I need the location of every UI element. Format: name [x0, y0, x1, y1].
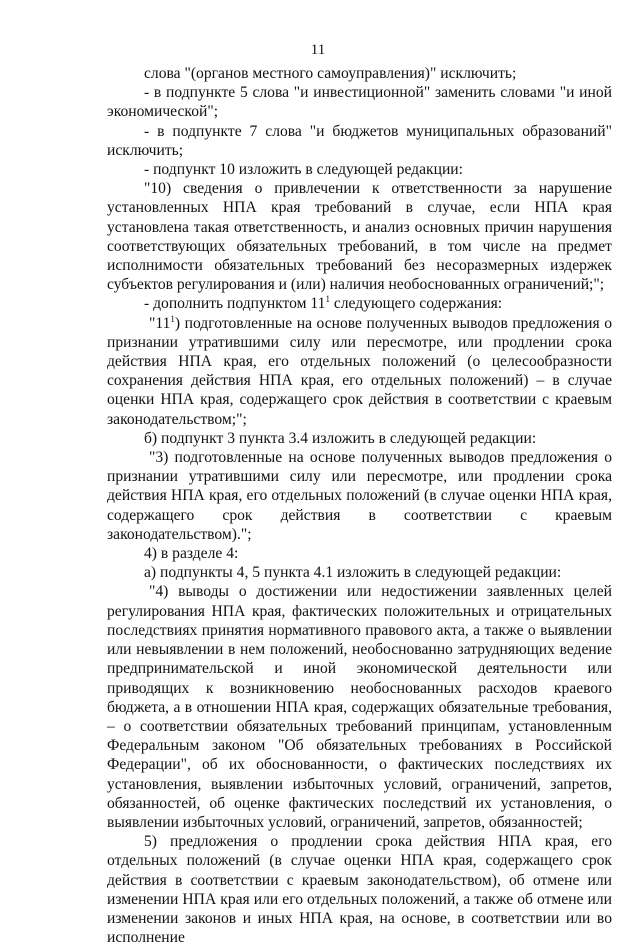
paragraph-text: следующего содержания:: [329, 295, 503, 313]
paragraph: - в подпункте 7 слова "и бюджетов муниципальных образований" исключить;: [107, 122, 612, 159]
paragraph: [107, 314, 612, 429]
paragraph: - подпункт 10 изложить в следующей редакции:: [144, 161, 463, 179]
paragraph: слова "(органов местного самоуправления)" исключить;: [144, 65, 517, 82]
paragraph: 4) в разделе 4:: [144, 545, 239, 563]
paragraph: "4) выводы о достижении или недостижении заявленных целей регулирования НПА края, фактических положительных и отрицательных последствиях принятия нормативного правового акта, а также о выявлении или невыявлении в нем положений, необоснованно затрудняющих ведение предпринимательской и иной экономической деятельности или приводящих к возникновению необоснованных расходов краевого бюджета, а в отношении НПА края, содержащих обязательные требования, – о соответствии обязательных требований принципам, установленным Федеральным законом "Об обязательных требованиях в Российской Федерации", об их обоснованности, о фактических последствиях их установления, выявлении избыточных условий, ограничений, запретов, обязанностей, об оценке фактических последствий их установления, о выявлении избыточных условий, ограничений, запретов, обязанностей;: [107, 583, 612, 831]
paragraph-text: - дополнить подпунктом 11: [144, 295, 326, 313]
document-body: [107, 64, 612, 947]
paragraph-text: ) подготовленные на основе полученных выводов предложения о признании утратившими силу или пересмотре, или продлении срока действия НПА края, его отдельных положений (о целесообразности сохранения действия НПА края, его отдельных положений) – в случае оценки НПА края, содержащего срок действия в соответствии с краевым законодательством;";: [107, 314, 612, 428]
superscript: 1: [325, 294, 330, 305]
paragraph-text: "11: [149, 314, 171, 332]
paragraph: б) подпункт 3 пункта 3.4 изложить в следующей редакции:: [144, 429, 537, 447]
paragraph: [107, 294, 612, 313]
paragraph: "10) сведения о привлечении к ответственности за нарушение установленных НПА края требований в случае, если НПА края установлена такая ответственность, и анализ основных причин нарушения соответствующих обязательных требований, в том числе на предмет исполнимости обязательных требований без несоразмерных издержек субъектов регулирования и (или) наличия необоснованных ограничений;";: [107, 180, 612, 294]
page-number: 11: [310, 42, 326, 58]
paragraph: "3) подготовленные на основе полученных выводов предложения о признании утратившими силу или пересмотре, или продлении срока действия НПА края, его отдельных положений (в случае оценки НПА края, содержащего срок действия в соответствии с краевым законодательством).";: [107, 449, 612, 543]
paragraph: - в подпункте 5 слова "и инвестиционной" заменить словами "и иной экономической";: [107, 84, 612, 121]
paragraph: 5) предложения о продлении срока действия НПА края, его отдельных положений (в случае оценки НПА края, содержащего срок действия в соответствии с краевым законодательством), об отмене или изменении НПА края или его отдельных положений, а также об отмене или изменении законов и иных НПА края, на основе, в соответствии или во исполнение: [107, 833, 612, 947]
superscript: 1: [170, 313, 175, 324]
paragraph: а) подпункты 4, 5 пункта 4.1 изложить в следующей редакции:: [144, 564, 562, 582]
